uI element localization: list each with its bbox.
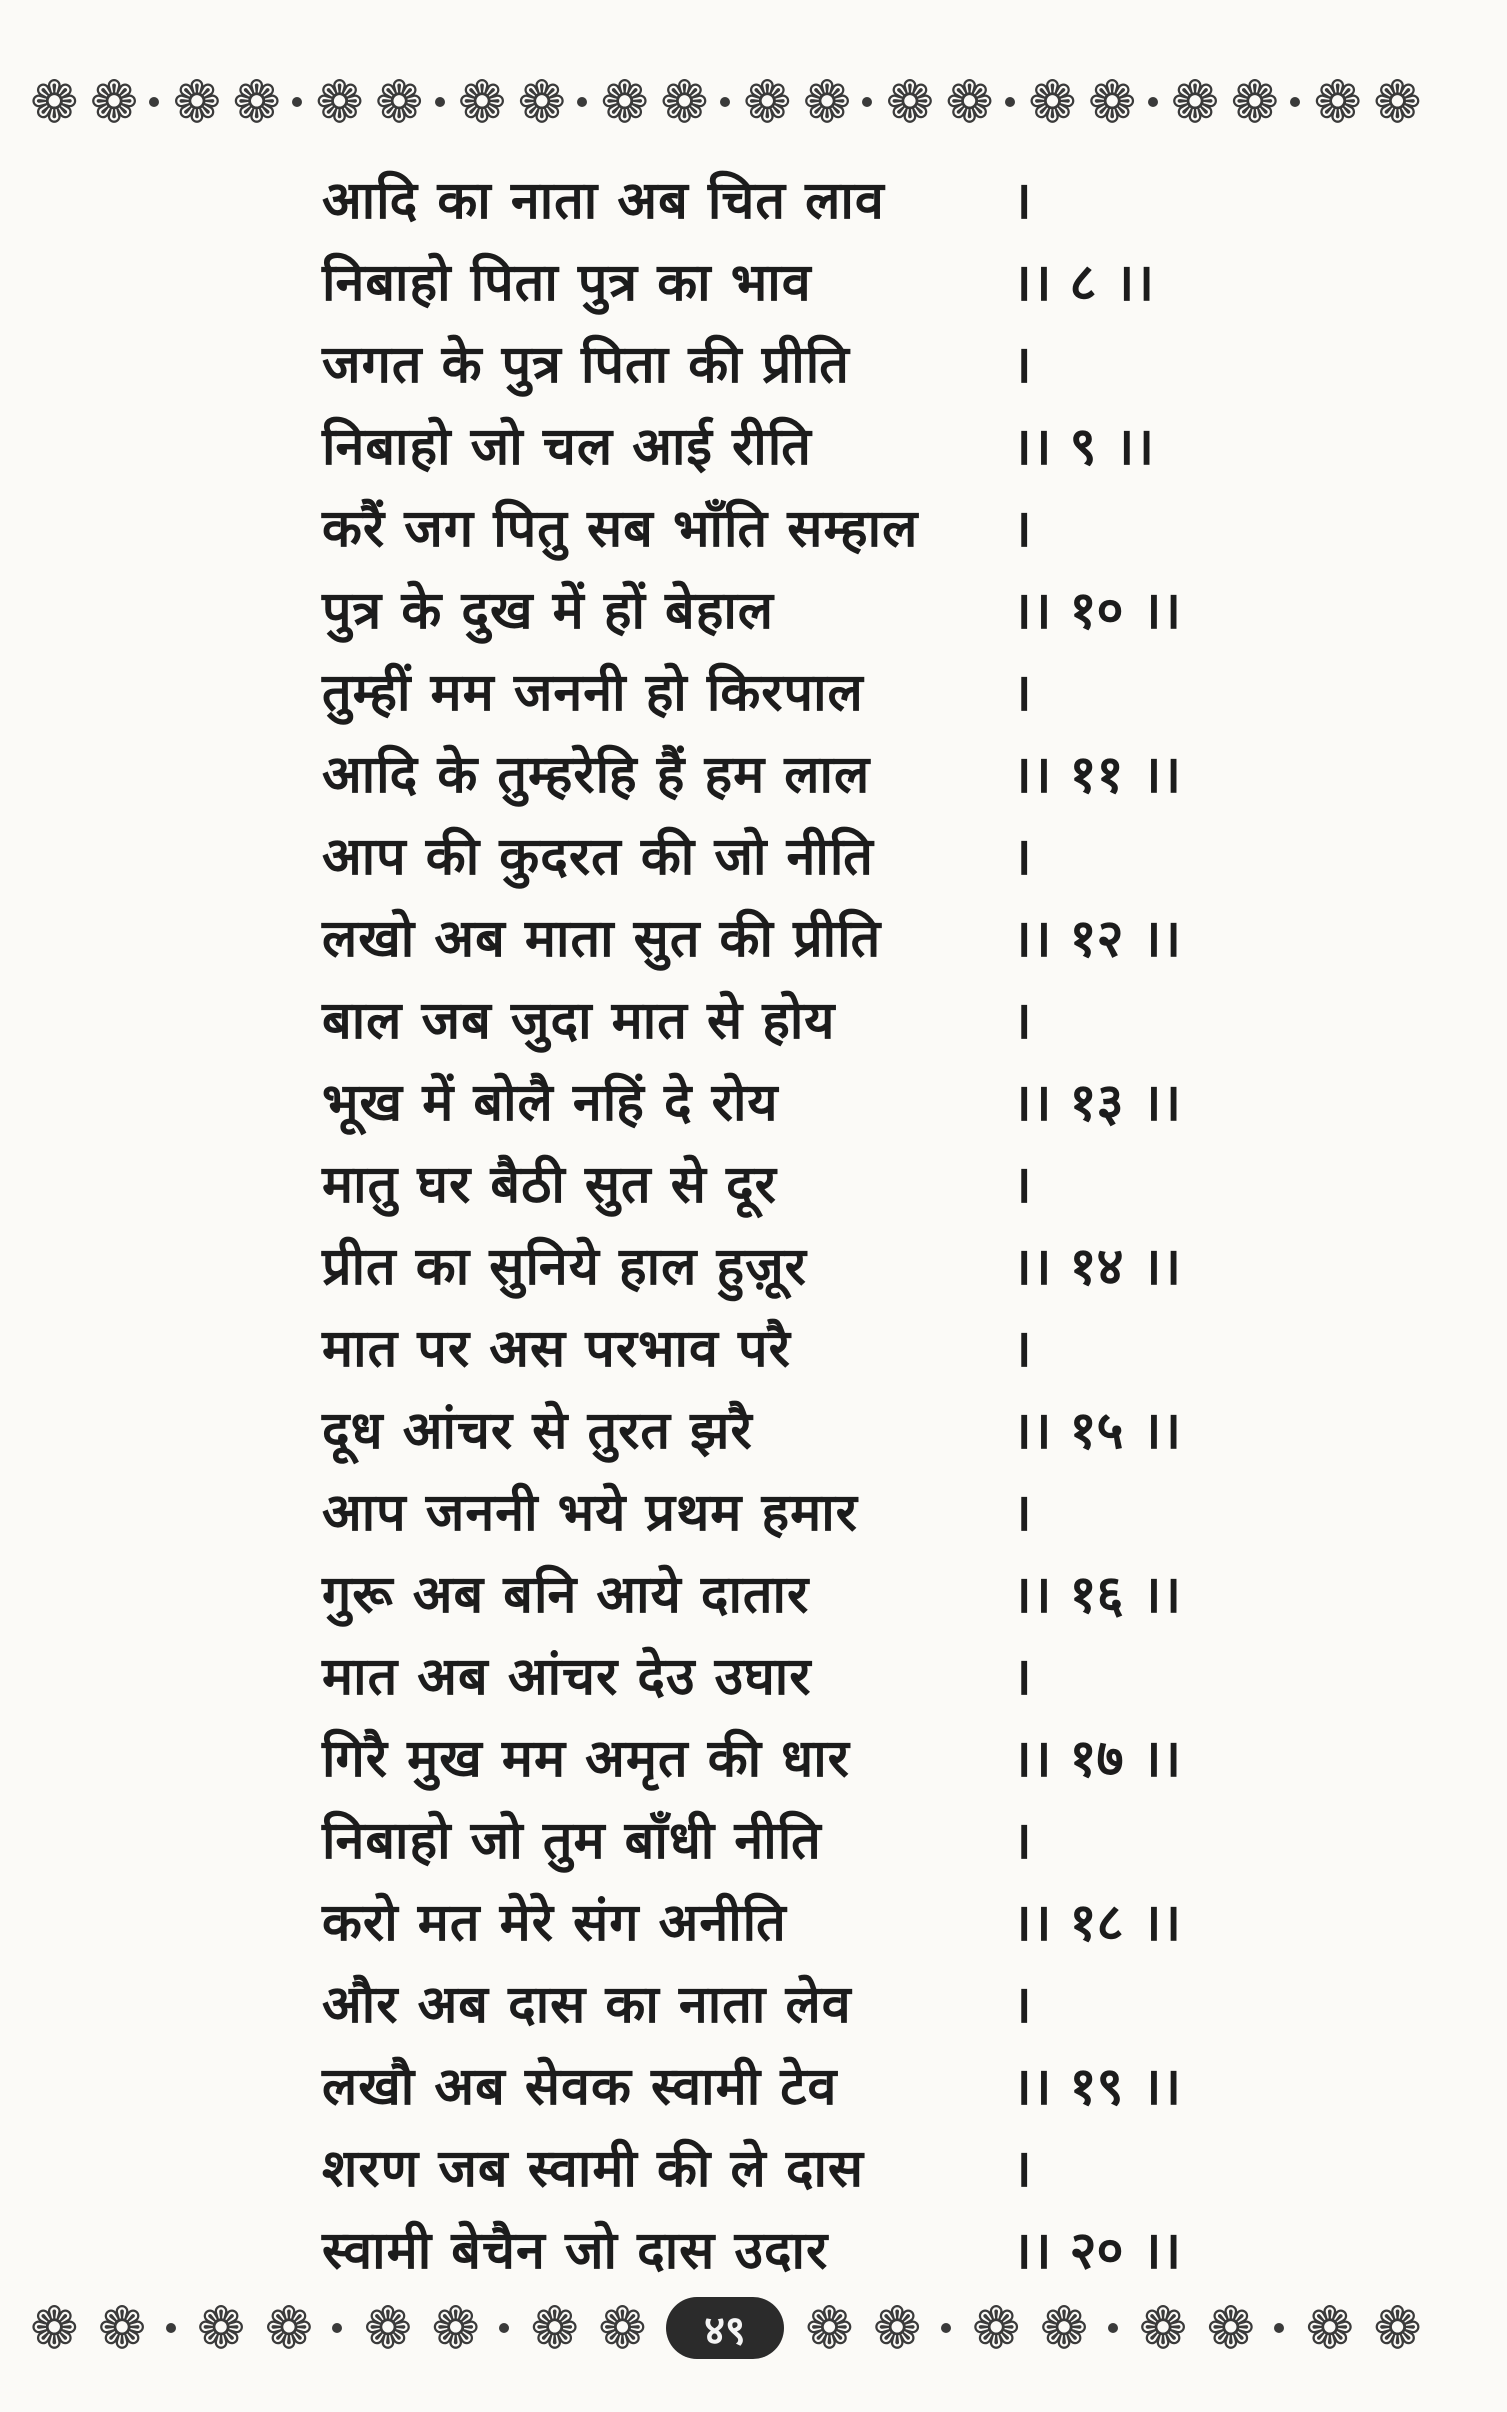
verse-number: । [1012,827,1032,887]
flower-ornament-icon: ❁ [1206,2294,1254,2362]
verse-number: । [1012,1647,1032,1707]
verse-line [322,406,1202,488]
flower-ornament-icon: ❁ [1230,68,1278,136]
verse-text: आदि के तुम्हरेहि हैं हम लाल [322,745,871,805]
dot-separator [1148,97,1158,107]
flower-ornament-icon: ❁ [232,68,279,136]
flower-ornament-icon: ❁ [517,68,565,136]
verse-text: जगत के पुत्र पिता की प्रीति [322,335,850,395]
verse-text: मात अब आंचर देउ उघार [322,1647,812,1707]
verse-text: करो मत मेरे संग अनीति [322,1893,787,1953]
flower-ornament-icon: ❁ [89,68,137,136]
verse-line [322,1882,1202,1964]
verse-text: करैं जग पितु सब भाँति सम्हाल [322,499,919,559]
verse-number: ।। १७ ।। [1012,1729,1182,1789]
verse-line [322,2128,1202,2210]
verse-number: । [1012,1811,1032,1871]
verse-line [322,242,1202,324]
verse-number: ।। २० ।। [1012,2221,1182,2281]
flower-ornament-icon: ❁ [431,2294,478,2362]
flower-ornament-icon: ❁ [1313,68,1360,136]
verse-line [322,1308,1202,1390]
verse-number: । [1012,2139,1032,2199]
verse-line [322,1226,1202,1308]
flower-ornament-icon: ❁ [885,68,933,136]
verse-number: । [1012,991,1032,1051]
flower-ornament-icon: ❁ [598,2294,645,2362]
dot-separator [499,2323,509,2333]
verse-text: और अब दास का नाता लेव [322,1975,852,2035]
flower-ornament-icon: ❁ [30,2294,77,2362]
verse-text: भूख में बोलै नहिं दे रोय [322,1073,779,1133]
flower-ornament-icon: ❁ [363,2294,411,2362]
verse-line [322,734,1202,816]
verse-number: ।। १३ ।। [1012,1073,1182,1133]
verse-number: ।। १५ ।। [1012,1401,1182,1461]
verse-line [322,816,1202,898]
dot-separator [862,97,872,107]
verse-number: ।। ८ ।। [1012,253,1155,313]
verse-text: तुम्हीं मम जननी हो किरपाल [322,663,864,723]
flower-ornament-icon: ❁ [600,68,647,136]
verse-number: । [1012,1319,1032,1379]
verse-number: ।। ११ ।। [1012,745,1182,805]
flower-ornament-icon: ❁ [1373,68,1420,136]
flower-ornament-icon: ❁ [1373,2294,1420,2362]
verse-line [322,160,1202,242]
dot-separator [1290,97,1300,107]
verse-number: ।। १६ ।। [1012,1565,1182,1625]
flower-ornament-icon: ❁ [802,68,850,136]
verse-text: स्वामी बेचैन जो दास उदार [322,2221,829,2281]
verse-line [322,1472,1202,1554]
verse-line [322,2210,1202,2292]
flower-ornament-icon: ❁ [945,68,992,136]
flower-ornament-icon: ❁ [530,2294,577,2362]
verse-number: ।। १० ।। [1012,581,1182,641]
verse-number: । [1012,335,1032,395]
dot-separator [332,2323,342,2333]
verse-number: । [1012,1975,1032,2035]
verse-line [322,1800,1202,1882]
verse-number: ।। १२ ।। [1012,909,1182,969]
verse-text: निबाहो जो चल आई रीति [322,417,812,477]
flower-ornament-icon: ❁ [457,68,505,136]
dot-separator [1108,2323,1118,2333]
flower-ornament-icon: ❁ [172,68,220,136]
verse-text: निबाहो जो तुम बाँधी नीति [322,1811,822,1871]
verse-list [322,160,1202,2292]
flower-ornament-icon: ❁ [1138,2294,1186,2362]
verse-text: गिरै मुख मम अमृत की धार [322,1729,850,1789]
verse-number: । [1012,1155,1032,1215]
dot-separator [1005,97,1015,107]
flower-ornament-icon: ❁ [1028,68,1075,136]
dot-separator [166,2323,176,2333]
verse-line [322,1390,1202,1472]
verse-text: गुरू अब बनि आये दातार [322,1565,810,1625]
dot-separator [435,97,445,107]
verse-line [322,1964,1202,2046]
verse-text: लखो अब माता सुत की प्रीति [322,909,882,969]
verse-text: निबाहो पिता पुत्र का भाव [322,253,812,313]
flower-ornament-icon: ❁ [315,68,362,136]
verse-line [322,570,1202,652]
dot-separator [149,97,159,107]
verse-line [322,488,1202,570]
verse-number: ।। १४ ।। [1012,1237,1182,1297]
verse-number: । [1012,499,1032,559]
verse-text: शरण जब स्वामी की ले दास [322,2139,865,2199]
flower-ornament-icon: ❁ [1170,68,1218,136]
verse-line [322,1062,1202,1144]
flower-ornament-icon: ❁ [1305,2294,1353,2362]
dot-separator [292,97,302,107]
flower-ornament-icon: ❁ [1039,2294,1087,2362]
flower-ornament-icon: ❁ [805,2294,852,2362]
verse-text: आदि का नाता अब चित लाव [322,171,885,231]
verse-number: ।। १८ ।। [1012,1893,1182,1953]
verse-number: ।। १९ ।। [1012,2057,1182,2117]
flower-ornament-icon: ❁ [660,68,707,136]
verse-text: दूध आंचर से तुरत झरै [322,1401,753,1461]
verse-text: आप की कुदरत की जो नीति [322,827,874,887]
verse-number: । [1012,1483,1032,1543]
verse-text: आप जननी भये प्रथम हमार [322,1483,858,1543]
flower-ornament-icon: ❁ [264,2294,312,2362]
verse-line [322,980,1202,1062]
verse-text: प्रीत का सुनिये हाल हुज़ूर [322,1237,807,1297]
verse-line [322,1718,1202,1800]
verse-line [322,898,1202,980]
verse-line [322,324,1202,406]
dot-separator [941,2323,951,2333]
verse-number: ।। ९ ।। [1012,417,1155,477]
verse-text: मात पर अस परभाव परै [322,1319,791,1379]
bottom-ornamental-border [30,2288,1420,2368]
flower-ornament-icon: ❁ [97,2294,145,2362]
flower-ornament-icon: ❁ [1087,68,1135,136]
dot-separator [1274,2323,1284,2333]
verse-text: बाल जब जुदा मात से होय [322,991,836,1051]
flower-ornament-icon: ❁ [374,68,422,136]
verse-number: । [1012,663,1032,723]
verse-number: । [1012,171,1032,231]
verse-line [322,2046,1202,2128]
verse-line [322,652,1202,734]
flower-ornament-icon: ❁ [971,2294,1019,2362]
top-ornamental-border [30,62,1420,142]
page-number: ४९ [666,2297,784,2359]
verse-text: पुत्र के दुख में हों बेहाल [322,581,775,641]
dot-separator [720,97,730,107]
verse-text: मातु घर बैठी सुत से दूर [322,1155,777,1215]
flower-ornament-icon: ❁ [30,68,77,136]
verse-line [322,1144,1202,1226]
flower-ornament-icon: ❁ [742,68,790,136]
verse-text: लखौ अब सेवक स्वामी टेव [322,2057,838,2117]
dot-separator [577,97,587,107]
verse-line [322,1636,1202,1718]
verse-line [322,1554,1202,1636]
flower-ornament-icon: ❁ [196,2294,244,2362]
flower-ornament-icon: ❁ [872,2294,920,2362]
